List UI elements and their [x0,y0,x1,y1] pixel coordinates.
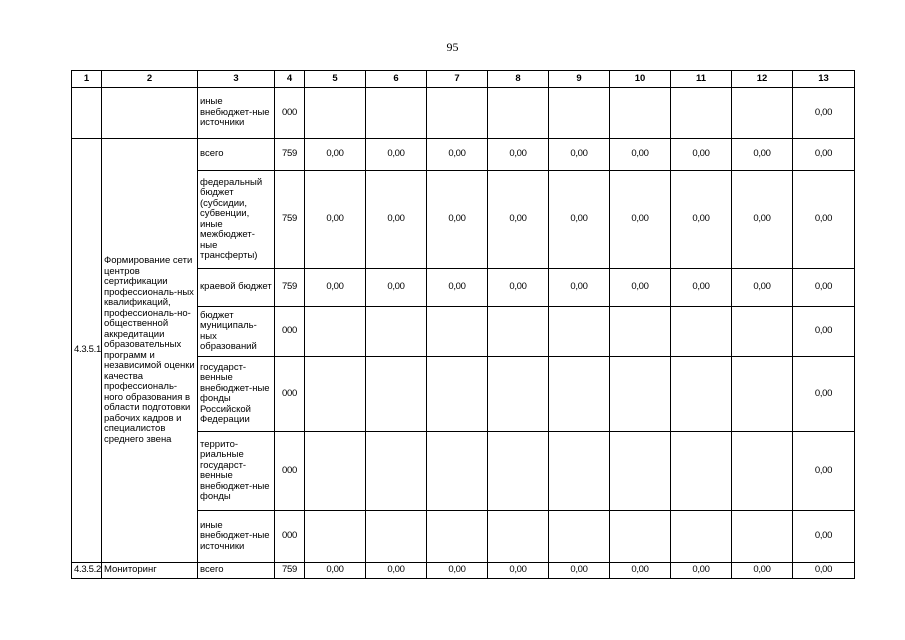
column-header: 3 [198,71,275,88]
value-cell: 0,00 [427,139,488,171]
column-header: 7 [427,71,488,88]
item-number: 4.3.5.2 [72,563,102,579]
budget-code: 000 [275,88,305,139]
value-cell: 0,00 [366,171,427,269]
budget-table [71,70,855,579]
value-cell: 0,00 [610,171,671,269]
value-cell: 0,00 [488,139,549,171]
value-cell: 0,00 [793,88,855,139]
value-cell: 0,00 [305,139,366,171]
funding-source: всего [198,563,275,579]
column-header: 6 [366,71,427,88]
value-cell: 0,00 [793,139,855,171]
value-cell: 0,00 [366,139,427,171]
column-header: 12 [732,71,793,88]
value-cell: 0,00 [610,563,671,579]
column-header: 2 [102,71,198,88]
item-number-cell [72,88,102,139]
value-cell: 0,00 [305,171,366,269]
value-cell: 0,00 [305,563,366,579]
column-header: 10 [610,71,671,88]
funding-source: федеральный бюджет (субсидии, субвенции, иные межбюджет-ные трансферты) [198,171,275,269]
budget-code: 759 [275,563,305,579]
value-cell: 0,00 [793,563,855,579]
column-header: 9 [549,71,610,88]
value-cell: 0,00 [488,269,549,307]
value-cell: 0,00 [732,139,793,171]
value-cell: 0,00 [366,269,427,307]
value-cell: 0,00 [488,563,549,579]
table-row [72,88,855,139]
funding-source: государст-венные внебюджет-ные фонды Российской Федерации [198,357,275,432]
page-number: 95 [446,40,459,54]
value-cell: 0,00 [427,563,488,579]
budget-code: 000 [275,307,305,357]
header-row [72,71,855,88]
value-cell: 0,00 [549,269,610,307]
value-cell: 0,00 [793,269,855,307]
value-cell: 0,00 [671,269,732,307]
budget-code: 759 [275,171,305,269]
table-row [72,139,855,171]
value-cell: 0,00 [732,269,793,307]
item-name: Мониторинг [102,563,198,579]
budget-code: 000 [275,357,305,432]
item-number: 4.3.5.1 [72,139,102,563]
value-cell: 0,00 [366,563,427,579]
value-cell: 0,00 [671,171,732,269]
column-header: 1 [72,71,102,88]
value-cell: 0,00 [610,139,671,171]
value-cell: 0,00 [305,269,366,307]
column-header: 8 [488,71,549,88]
value-cell: 0,00 [793,357,855,432]
value-cell: 0,00 [549,139,610,171]
value-cell: 0,00 [671,563,732,579]
value-cell: 0,00 [793,307,855,357]
item-name: Формирование сети центров сертификации профессиональ-ных квалификаций, профессиональ-но-общественной аккредитации образовательных программ и независимой оценки качества профессиональ-ного образования в области подготовки рабочих кадров и специалистов среднего звена [102,139,198,563]
value-cell: 0,00 [427,171,488,269]
value-cell: 0,00 [610,269,671,307]
column-header: 5 [305,71,366,88]
budget-code: 000 [275,511,305,563]
column-header: 4 [275,71,305,88]
value-cell: 0,00 [427,269,488,307]
budget-code: 759 [275,139,305,171]
funding-source: всего [198,139,275,171]
value-cell: 0,00 [549,171,610,269]
value-cell: 0,00 [671,139,732,171]
funding-source: иные внебюджет-ные источники [198,511,275,563]
item-name-cell [102,88,198,139]
value-cell: 0,00 [488,171,549,269]
value-cell: 0,00 [793,511,855,563]
budget-code: 000 [275,432,305,511]
funding-source: краевой бюджет [198,269,275,307]
table-row [72,563,855,579]
value-cell: 0,00 [732,563,793,579]
funding-source: бюджет муниципаль-ных образований [198,307,275,357]
value-cell: 0,00 [549,563,610,579]
funding-source: иные внебюджет-ные источники [198,88,275,139]
value-cell: 0,00 [793,171,855,269]
funding-source: террито-риальные государст-венные внебюджет-ные фонды [198,432,275,511]
column-header: 13 [793,71,855,88]
value-cell: 0,00 [732,171,793,269]
column-header: 11 [671,71,732,88]
budget-code: 759 [275,269,305,307]
value-cell: 0,00 [793,432,855,511]
